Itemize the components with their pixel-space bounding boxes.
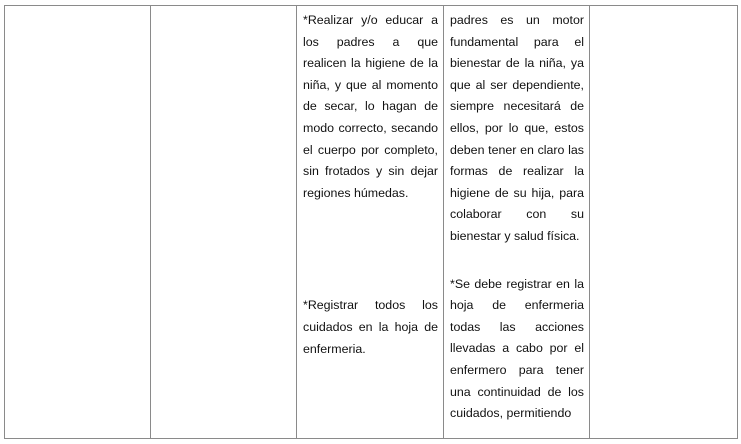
text-line: higiene de su hija, para bbox=[450, 185, 584, 200]
text-line: llevadas a cabo por el bbox=[450, 341, 584, 356]
text-line: niña, y que al momento bbox=[303, 77, 438, 92]
text-line: *Se debe registrar en la bbox=[450, 276, 584, 291]
cell-rationale bbox=[444, 6, 590, 439]
text-line: colaborar con su bbox=[450, 207, 584, 222]
text-line: bienestar de la niña, ya bbox=[450, 56, 584, 71]
text-line: que al ser dependiente, bbox=[450, 77, 584, 92]
cell-col1-empty bbox=[5, 6, 151, 439]
intervention-record-care bbox=[297, 295, 443, 360]
text-line: padres es un motor bbox=[450, 13, 584, 27]
text-line: hoja de enfermeria bbox=[450, 298, 584, 313]
cell-interventions bbox=[297, 6, 444, 439]
text-line: *Registrar todos los bbox=[303, 298, 438, 313]
rationale-parents-role bbox=[444, 6, 589, 248]
text-line: realicen la higiene de la bbox=[303, 56, 438, 71]
rationale-record-continuity bbox=[444, 274, 589, 425]
text-line: deben tener en claro las bbox=[450, 142, 584, 157]
text-line: de secar, lo hagan de bbox=[303, 99, 438, 114]
text-line: cuidados en la hoja de bbox=[303, 319, 438, 334]
text-line: bienestar y salud física. bbox=[450, 228, 580, 243]
text-line: ellos, por lo que, estos bbox=[450, 120, 584, 135]
text-line: todas las acciones bbox=[450, 319, 584, 334]
text-line: modo correcto, secando bbox=[303, 120, 438, 135]
cell-col2-empty bbox=[151, 6, 297, 439]
paragraph-gap bbox=[444, 248, 589, 274]
text-line: sin frotados y sin dejar bbox=[303, 164, 438, 179]
paragraph-gap bbox=[297, 204, 443, 295]
care-plan-table bbox=[4, 5, 738, 439]
text-line: *Realizar y/o educar a bbox=[303, 13, 438, 27]
text-line: formas de realizar la bbox=[450, 164, 584, 179]
text-line: regiones húmedas. bbox=[303, 185, 409, 200]
intervention-hygiene-education bbox=[297, 6, 443, 204]
text-line: el cuerpo por completo, bbox=[303, 142, 438, 157]
text-line: fundamental para el bbox=[450, 34, 584, 49]
text-line: enfermero para tener bbox=[450, 362, 584, 377]
cell-col5-empty bbox=[590, 6, 738, 439]
text-line: cuidados, permitiendo bbox=[450, 406, 572, 421]
text-line: una continuidad de los bbox=[450, 384, 584, 399]
text-line: los padres a que bbox=[303, 34, 438, 49]
text-line: enfermeria. bbox=[303, 341, 366, 356]
table-row bbox=[5, 6, 738, 439]
text-line: siempre necesitará de bbox=[450, 99, 584, 114]
